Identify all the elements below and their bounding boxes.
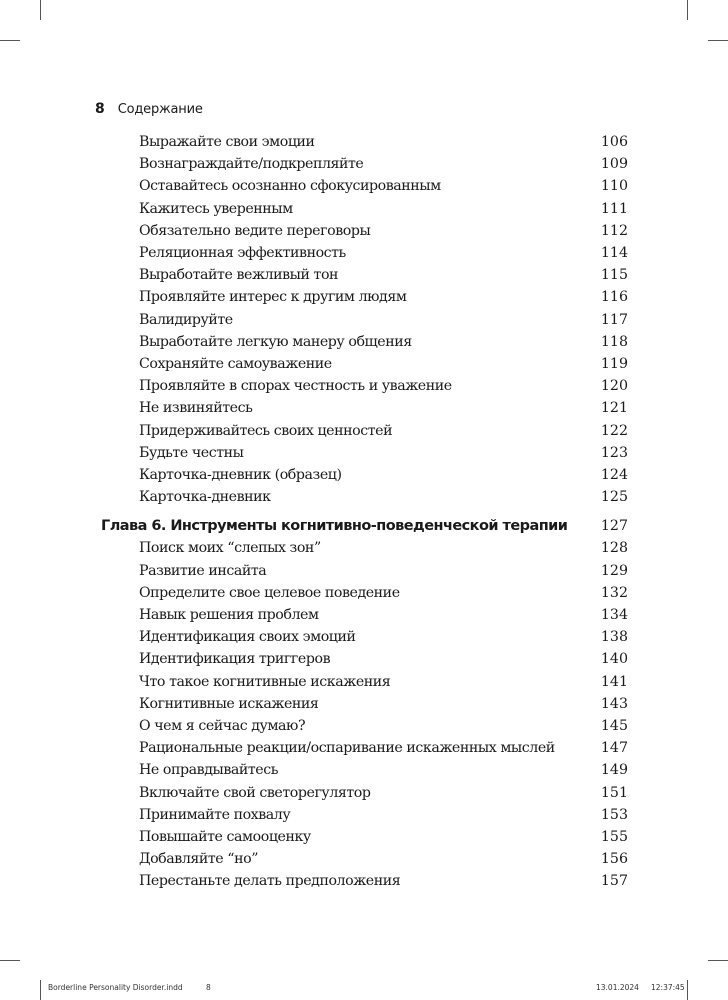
crop-mark-left-lower (0, 960, 20, 961)
toc-entry-title: Проявляйте интерес к другим людям (139, 289, 407, 306)
toc-entry-page: 134 (600, 607, 628, 623)
toc-entry-title: Выработайте легкую манеру общения (139, 333, 412, 350)
toc-entry-page: 157 (600, 873, 628, 890)
toc-entry-page: 124 (600, 467, 628, 483)
toc-entry (139, 607, 628, 629)
toc-entry (139, 312, 628, 334)
crop-mark-top-right (687, 0, 688, 20)
chapter-heading (101, 518, 628, 542)
toc-entry-page: 151 (600, 784, 628, 801)
toc-entry-title: Повышайте самооценку (139, 829, 311, 845)
toc-entry-page: 155 (600, 829, 628, 845)
slug-filename (48, 983, 183, 992)
toc-entry-title: Карточка-дневник (139, 489, 271, 506)
toc-entry-title: Включайте свой светорегулятор (139, 784, 371, 801)
toc-entry-title: Оставайтесь осознанно сфокусированным (139, 178, 441, 195)
toc-entry (139, 201, 628, 223)
toc-entry-title: Придерживайтесь своих ценностей (139, 422, 393, 439)
toc-entry-title: Перестаньте делать предположения (139, 873, 401, 890)
toc-entry-title: Сохраняйте самоуважение (139, 356, 332, 372)
running-head (95, 101, 203, 119)
toc-entry-title: Поиск моих “слепых зон” (139, 540, 321, 557)
crop-mark-right-lower (708, 960, 728, 961)
toc-entry-page: 125 (600, 489, 628, 506)
toc-entry-page: 122 (600, 422, 628, 439)
toc-entry-title: Кажитесь уверенным (139, 200, 293, 217)
toc-entry-title: Не извиняйтесь (139, 400, 253, 417)
toc-entry-title: Идентификация своих эмоций (139, 629, 356, 646)
toc-entry-title: Карточка-дневник (образец) (139, 467, 342, 483)
slug-date-text: 13.01.2024 (596, 983, 639, 992)
toc-entry-page: 106 (600, 134, 628, 150)
toc-entry (139, 585, 628, 607)
toc-entry (139, 829, 628, 851)
toc-entry-title: Валидируйте (139, 311, 233, 328)
section-title: Содержание (117, 102, 203, 117)
toc-entry (139, 467, 628, 489)
toc-entry-page: 114 (600, 245, 628, 261)
toc-entry (139, 629, 628, 651)
toc-entry (139, 334, 628, 356)
toc-entry-title: Рациональные реакции/оспаривание искаженных мыслей (139, 740, 555, 757)
toc-entry-page: 149 (600, 762, 628, 779)
toc-entry-title: Навык решения проблем (139, 607, 319, 623)
toc-entry-page: 116 (600, 289, 628, 306)
toc-entry (139, 740, 628, 762)
slug-page-text: 8 (206, 983, 211, 992)
toc-entry-title: Обязательно ведите переговоры (139, 222, 371, 239)
toc-entry-page: 129 (600, 562, 628, 579)
toc-entry-page: 115 (600, 267, 628, 284)
toc-entry (139, 873, 628, 895)
toc-entry-title: Идентификация триггеров (139, 651, 331, 668)
toc-entry-page: 145 (600, 718, 628, 734)
toc-entry-title: Добавляйте “но” (139, 851, 258, 868)
toc-entry-page: 121 (600, 400, 628, 417)
toc-entry-title: Не оправдывайтесь (139, 762, 278, 779)
toc-entry-page: 132 (600, 584, 628, 601)
crop-mark-bottom-left (40, 980, 41, 1000)
toc-entry (139, 762, 628, 784)
toc-entry-page: 138 (600, 629, 628, 646)
toc-entry-page: 123 (600, 444, 628, 461)
toc-entry (139, 445, 628, 467)
toc-entry-page: 109 (600, 156, 628, 173)
toc-entry-page: 110 (600, 178, 628, 195)
toc-entry (139, 851, 628, 873)
toc-entry-title: Вознаграждайте/подкрепляйте (139, 156, 364, 173)
toc-entry (139, 356, 628, 378)
toc-entry-page: 112 (600, 222, 628, 239)
toc-entry (139, 400, 628, 422)
toc-entry (139, 696, 628, 718)
toc-entry (139, 674, 628, 696)
toc-entry (139, 378, 628, 400)
toc-entry-page: 140 (600, 651, 628, 668)
toc-entry (139, 785, 628, 807)
toc-entry-title: Принимайте похвалу (139, 806, 291, 823)
toc-entry (139, 134, 628, 156)
toc-entry-title: О чем я сейчас думаю? (139, 718, 306, 734)
toc-entry (139, 540, 628, 562)
slug-time-text: 12:37:45 (651, 983, 685, 992)
toc-entry-page: 128 (600, 540, 628, 557)
toc-entry-page: 119 (600, 356, 628, 372)
toc-entry (139, 289, 628, 311)
slug-time (651, 983, 685, 992)
toc-entry-title: Когнитивные искажения (139, 695, 319, 712)
toc-entry (139, 718, 628, 740)
toc-entry-title: Определите свое целевое поведение (139, 584, 400, 601)
toc-entry-title: Выражайте свои эмоции (139, 134, 315, 150)
toc-entry-page: 111 (600, 200, 628, 217)
crop-mark-right-upper (708, 40, 728, 41)
toc-entry-page: 143 (600, 695, 628, 712)
chapter-page: 127 (600, 518, 628, 535)
toc-entry-title: Будьте честны (139, 444, 244, 461)
toc-entry-page: 141 (600, 673, 628, 690)
crop-mark-top-left (40, 0, 41, 20)
toc-entry-page: 117 (600, 311, 628, 328)
toc-entry (139, 267, 628, 289)
toc-entry (139, 245, 628, 267)
chapter-title: Глава 6. Инструменты когнитивно-поведенческой терапии (101, 518, 568, 535)
toc-entry-title: Развитие инсайта (139, 562, 267, 579)
toc-entry-page: 118 (600, 333, 628, 350)
toc-entry-page: 147 (600, 740, 628, 757)
toc-entry (139, 223, 628, 245)
toc-entry (139, 178, 628, 200)
toc-entry-page: 120 (600, 378, 628, 395)
toc-entry (139, 807, 628, 829)
toc-entry (139, 156, 628, 178)
slug-filename-text: Borderline Personality Disorder.indd (48, 983, 183, 992)
toc-entry (139, 651, 628, 673)
slug-page (206, 983, 211, 992)
crop-mark-bottom-right (687, 980, 688, 1000)
page-number: 8 (95, 101, 105, 117)
toc-entry-title: Реляционная эффективность (139, 245, 346, 261)
toc-entry-page: 153 (600, 806, 628, 823)
toc-entry-page: 156 (600, 851, 628, 868)
toc-entry-title: Проявляйте в спорах честность и уважение (139, 378, 452, 395)
toc-entry (139, 423, 628, 445)
slug-date (596, 983, 639, 992)
toc-entry (139, 489, 628, 511)
toc-entry-title: Что такое когнитивные искажения (139, 673, 391, 690)
toc-entry-title: Выработайте вежливый тон (139, 267, 339, 284)
crop-mark-left-upper (0, 40, 20, 41)
toc-entry (139, 563, 628, 585)
